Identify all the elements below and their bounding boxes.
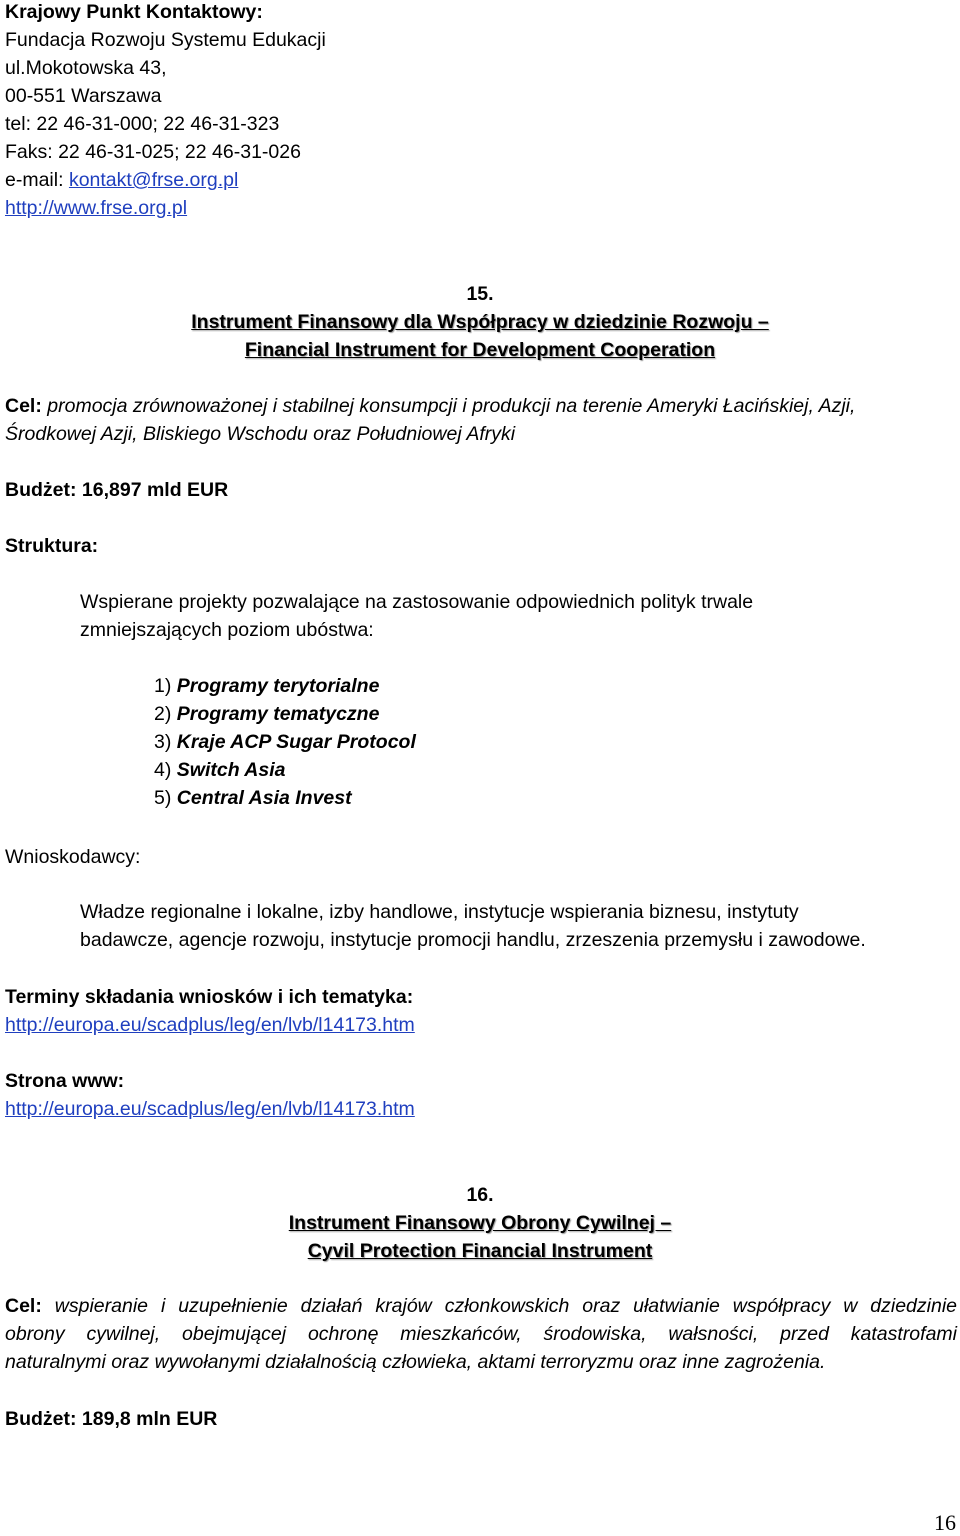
section15-goal-line2: Środkowej Azji, Bliskiego Wschodu oraz Południowej Afryki (5, 423, 516, 445)
program-name: Programy terytorialne (176, 675, 380, 697)
section15-budget: Budżet: 16,897 mld EUR (5, 479, 229, 501)
section15-applicants-line2: badawcze, agencje rozwoju, instytucje promocji handlu, zrzeszenia przemysłu i zawodowe. (80, 929, 866, 951)
contact-fax: Faks: 22 46-31-025; 22 46-31-026 (5, 141, 301, 163)
program-name: Programy tematyczne (176, 703, 380, 725)
section16-goal-row1 (5, 1292, 957, 1320)
contact-email-label: e-mail: (5, 169, 69, 191)
contact-tel: tel: 22 46-31-000; 22 46-31-323 (5, 113, 280, 135)
section15-website-link[interactable]: http://europa.eu/scadplus/leg/en/lvb/l14173.htm (5, 1098, 415, 1120)
program-item (154, 728, 416, 756)
section15-deadlines-link[interactable]: http://europa.eu/scadplus/leg/en/lvb/l14173.htm (5, 1014, 415, 1036)
section15-deadlines-label: Terminy składania wniosków i ich tematyka: (5, 986, 414, 1008)
section16-title-pl: Instrument Finansowy Obrony Cywilnej – (288, 1212, 672, 1234)
program-number: 3) (154, 731, 177, 753)
contact-street: ul.Mokotowska 43, (5, 57, 167, 79)
section16-goal-label: Cel: (5, 1295, 42, 1317)
section15-title-en: Financial Instrument for Development Cooperation (244, 339, 716, 361)
program-item (154, 784, 352, 812)
section15-applicants-line1: Władze regionalne i lokalne, izby handlowe, instytucje wspierania biznesu, instytuty (80, 901, 799, 923)
section16-goal-line1: wspieranie i uzupełnienie działań krajów członkowskich oraz ułatwianie współpracy w dziedzinie (54, 1295, 958, 1317)
section16-title-en: Cyvil Protection Financial Instrument (307, 1240, 653, 1262)
program-name: Kraje ACP Sugar Protocol (176, 731, 416, 753)
contact-org: Fundacja Rozwoju Systemu Edukacji (5, 29, 326, 51)
section15-goal-label: Cel: (5, 395, 42, 417)
section15-website-label: Strona www: (5, 1070, 125, 1092)
program-number: 4) (154, 759, 177, 781)
section15-number: 15. (466, 283, 494, 305)
page-number: 16 (934, 1510, 956, 1535)
program-name: Central Asia Invest (176, 787, 352, 809)
contact-email-link[interactable]: kontakt@frse.org.pl (68, 169, 239, 191)
section15-structure-line2: zmniejszających poziom ubóstwa: (80, 619, 374, 641)
section15-goal-row1 (5, 394, 855, 418)
section15-goal-line1: promocja zrównoważonej i stabilnej konsumpcji i produkcji na terenie Ameryki Łacińskiej, Azji, (41, 395, 856, 417)
section15-applicants-label: Wnioskodawcy: (5, 846, 141, 868)
section16-number: 16. (466, 1184, 494, 1206)
contact-city: 00-551 Warszawa (5, 85, 162, 107)
section16-goal-line2: obrony cywilnej, obejmującej ochronę mieszkańców, środowiska, wałsności, przed katastrofami (5, 1323, 957, 1345)
section16-goal-line3: naturalnymi oraz wywołanymi działalnością człowieka, aktami terroryzmu oraz inne zagrożenia. (5, 1351, 826, 1373)
program-item (154, 756, 286, 784)
section15-title-pl: Instrument Finansowy dla Współpracy w dziedzinie Rozwoju – (191, 311, 769, 333)
contact-email-row (5, 168, 238, 192)
section15-structure-label: Struktura: (5, 535, 99, 557)
program-number: 1) (154, 675, 177, 697)
program-name: Switch Asia (176, 759, 286, 781)
contact-heading: Krajowy Punkt Kontaktowy: (5, 1, 263, 23)
contact-website-link[interactable]: http://www.frse.org.pl (5, 197, 188, 219)
program-item (154, 672, 379, 700)
section16-budget: Budżet: 189,8 mln EUR (5, 1408, 218, 1430)
program-number: 2) (154, 703, 177, 725)
section15-structure-line1: Wspierane projekty pozwalające na zastosowanie odpowiednich polityk trwale (80, 591, 754, 613)
program-item (154, 700, 379, 728)
program-number: 5) (154, 787, 177, 809)
